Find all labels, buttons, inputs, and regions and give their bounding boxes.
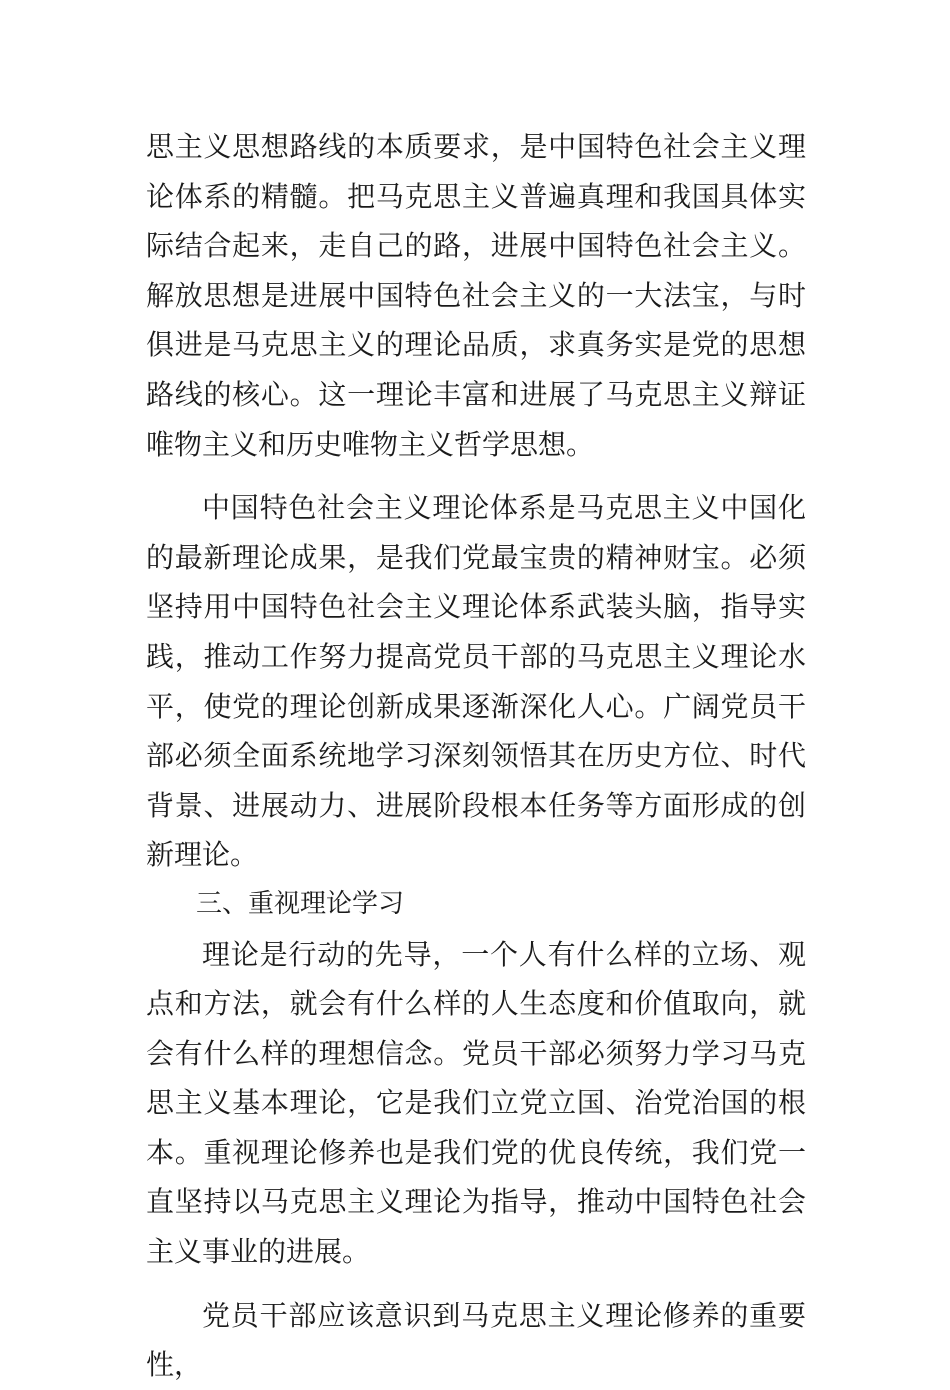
paragraph: 理论是行动的先导，一个人有什么样的立场、观点和方法，就会有什么样的人生态度和价值取向，就会有什么样的理想信念。党员干部必须努力学习马克思主义基本理论，它是我们立党立国、治党治国的根本。重视理论修养也是我们党的优良传统，我们党一直坚持以马克思主义理论为指导，推动中国特色社会主义事业的进展。	[146, 937, 806, 1269]
document-page	[146, 122, 806, 1390]
section-heading: 三、重视理论学习	[196, 888, 405, 919]
paragraph: 党员干部应该意识到马克思主义理论修养的重要性，	[146, 1298, 806, 1382]
paragraph-continued: 思主义思想路线的本质要求，是中国特色社会主义理论体系的精髓。把马克思主义普遍真理和我国具体实际结合起来，走自己的路，进展中国特色社会主义。解放思想是进展中国特色社会主义的一大法宝，与时俱进是马克思主义的理论品质，求真务实是党的思想路线的核心。这一理论丰富和进展了马克思主义辩证唯物主义和历史唯物主义哲学思想。	[146, 130, 806, 461]
paragraph: 中国特色社会主义理论体系是马克思主义中国化的最新理论成果，是我们党最宝贵的精神财宝。必须坚持用中国特色社会主义理论体系武装头脑，指导实践，推动工作努力提高党员干部的马克思主义理论水平，使党的理论创新成果逐渐深化人心。广阔党员干部必须全面系统地学习深刻领悟其在历史方位、时代背景、进展动力、进展阶段根本任务等方面形成的创新理论。	[146, 491, 806, 872]
